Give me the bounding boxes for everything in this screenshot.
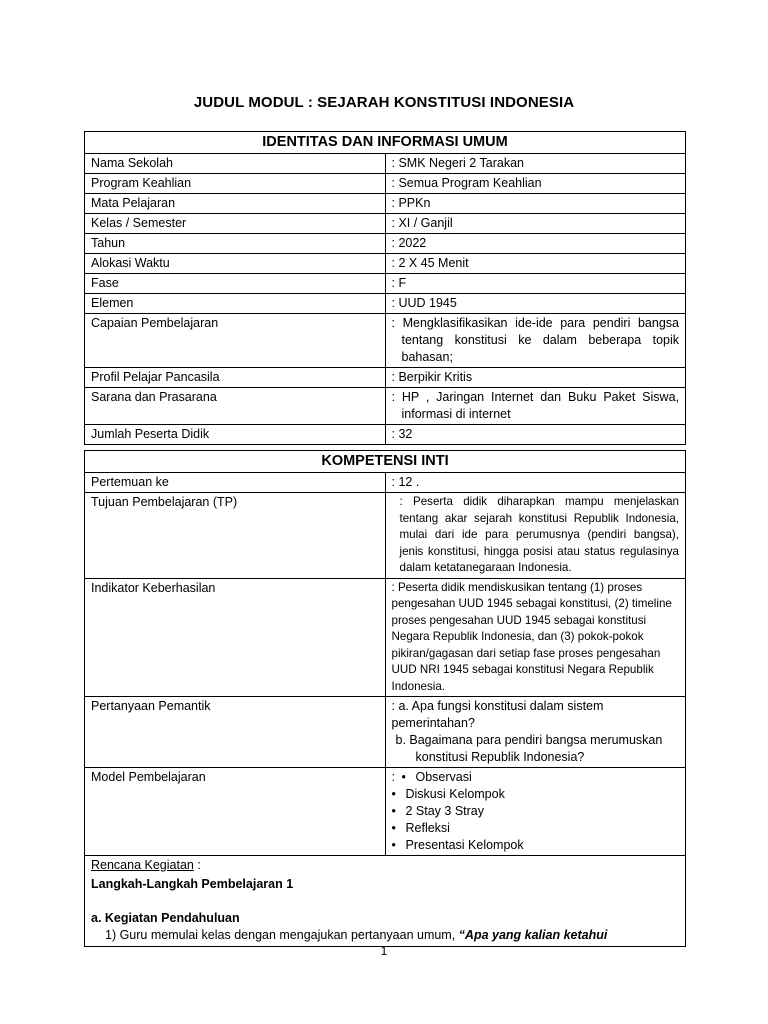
- table-row: [85, 473, 686, 493]
- model-prefix: :: [391, 770, 395, 784]
- model-item-text: 2 Stay 3 Stray: [405, 804, 485, 818]
- pertemuan-label: Pertemuan ke: [85, 473, 386, 493]
- identitas-value-text: : 32: [391, 427, 413, 441]
- identitas-value-text: : HP , Jaringan Internet dan Buku Paket Siswa, informasi di internet: [391, 390, 679, 421]
- pertanyaan-b-text: b. Bagaimana para pendiri bangsa merumuskan konstitusi Republik Indonesia?: [395, 733, 663, 764]
- identitas-label: Capaian Pembelajaran: [85, 314, 386, 368]
- list-item: [392, 769, 680, 786]
- model-value: [385, 768, 686, 856]
- identitas-value-text: : Semua Program Keahlian: [391, 176, 542, 190]
- model-item-text: Refleksi: [405, 821, 450, 835]
- table-row: [85, 697, 686, 768]
- table-row: [85, 856, 686, 947]
- step-1-quote: “Apa yang kalian ketahui: [458, 928, 608, 942]
- identitas-label: Alokasi Waktu: [85, 254, 386, 274]
- table-row: [85, 493, 686, 579]
- table-row: [85, 368, 686, 388]
- identitas-value: [385, 368, 686, 388]
- table-row: [85, 274, 686, 294]
- tujuan-value: : Peserta didik diharapkan mampu menjelaskan tentang akar sejarah konstitusi Republik Indonesia, mulai dari ide para perumusnya (pendiri bangsa), jenis konstitusi, hingga posisi atau status regulasinya dalam ketatanegaraan Indonesia.: [385, 493, 686, 579]
- bullet-icon: •: [391, 787, 396, 801]
- pertanyaan-a: : a. Apa fungsi konstitusi dalam sistem pemerintahan?: [391, 699, 604, 730]
- identitas-value: [385, 254, 686, 274]
- pertanyaan-label: Pertanyaan Pemantik: [85, 697, 386, 768]
- identitas-label: Program Keahlian: [85, 174, 386, 194]
- bullet-icon: •: [391, 821, 396, 835]
- identitas-value-text: : F: [391, 276, 407, 290]
- identitas-value: [385, 294, 686, 314]
- identitas-label: Nama Sekolah: [85, 154, 386, 174]
- bullet-icon: •: [401, 770, 406, 784]
- identitas-header: IDENTITAS DAN INFORMASI UMUM: [85, 132, 686, 154]
- tujuan-label: Tujuan Pembelajaran (TP): [85, 493, 386, 579]
- table-row: [85, 578, 686, 697]
- table-row: [85, 314, 686, 368]
- kompetensi-header: KOMPETENSI INTI: [85, 451, 686, 473]
- identitas-value-text: : XI / Ganjil: [391, 216, 453, 230]
- identitas-value-text: : Berpikir Kritis: [391, 370, 473, 384]
- list-item: [392, 786, 680, 803]
- identitas-value: [385, 154, 686, 174]
- table-row: [85, 768, 686, 856]
- list-item: [392, 837, 680, 854]
- identitas-label: Sarana dan Prasarana: [85, 388, 386, 425]
- identitas-value: [385, 388, 686, 425]
- identitas-label: Profil Pelajar Pancasila: [85, 368, 386, 388]
- rencana-label: Rencana Kegiatan: [91, 858, 194, 872]
- list-item: [392, 803, 680, 820]
- page-number: 1: [380, 944, 388, 958]
- identitas-label: Kelas / Semester: [85, 214, 386, 234]
- model-label: Model Pembelajaran: [85, 768, 386, 856]
- table-row: [85, 154, 686, 174]
- model-item-text: Presentasi Kelompok: [405, 838, 524, 852]
- identitas-value: [385, 214, 686, 234]
- identitas-label: Elemen: [85, 294, 386, 314]
- table-row: [85, 388, 686, 425]
- langkah-title: Langkah-Langkah Pembelajaran 1: [91, 877, 294, 891]
- identitas-value: [385, 274, 686, 294]
- model-item-text: Observasi: [415, 770, 472, 784]
- identitas-value-text: : 2 X 45 Menit: [391, 256, 469, 270]
- rencana-cell: [85, 856, 686, 947]
- indikator-value: : Peserta didik mendiskusikan tentang (1) proses pengesahan UUD 1945 sebagai konstitusi, (2) timeline proses pengesahan UUD 1945 sebagai konstitusi Negara Republik Indonesia, dan (3) pokok-pokok pikiran/gagasan dari setiap fase proses pengesahan UUD NRI 1945 sebagai konstitusi Negara Republik Indonesia.: [385, 578, 686, 697]
- table-row: [85, 294, 686, 314]
- list-item: [392, 820, 680, 837]
- table-row: [85, 254, 686, 274]
- table-row: [85, 194, 686, 214]
- rencana-colon: :: [193, 858, 201, 872]
- identitas-value-text: : UUD 1945: [391, 296, 457, 310]
- identitas-label: Tahun: [85, 234, 386, 254]
- identitas-value: [385, 425, 686, 445]
- indikator-label: Indikator Keberhasilan: [85, 578, 386, 697]
- step-1-text: 1) Guru memulai kelas dengan mengajukan pertanyaan umum,: [105, 928, 459, 942]
- identitas-value-text: : 2022: [391, 236, 427, 250]
- pertemuan-value: : 12 .: [385, 473, 686, 493]
- identitas-label: Fase: [85, 274, 386, 294]
- table-row: [85, 214, 686, 234]
- identitas-value-text: : SMK Negeri 2 Tarakan: [391, 156, 524, 170]
- pertanyaan-b: [392, 732, 680, 766]
- bullet-icon: •: [391, 838, 396, 852]
- identitas-value: [385, 314, 686, 368]
- pertanyaan-value: [385, 697, 686, 768]
- table-row: [85, 425, 686, 445]
- model-item-text: Diskusi Kelompok: [405, 787, 505, 801]
- model-list: [392, 769, 680, 854]
- bullet-icon: •: [391, 804, 396, 818]
- step-1: [91, 927, 679, 944]
- identitas-value-text: : PPKn: [391, 196, 431, 210]
- identitas-value-text: : Mengklasifikasikan ide-ide para pendiri bangsa tentang konstitusi ke dalam beberapa topik bahasan;: [391, 316, 679, 364]
- table-row: [85, 234, 686, 254]
- kegiatan-title: a. Kegiatan Pendahuluan: [91, 911, 240, 925]
- kompetensi-table: [84, 450, 686, 947]
- identitas-value: [385, 234, 686, 254]
- identitas-label: Jumlah Peserta Didik: [85, 425, 386, 445]
- identitas-value: [385, 194, 686, 214]
- table-row: [85, 174, 686, 194]
- page-title: JUDUL MODUL : SEJARAH KONSTITUSI INDONESIA: [193, 94, 575, 111]
- identitas-value: [385, 174, 686, 194]
- identitas-label: Mata Pelajaran: [85, 194, 386, 214]
- identitas-table: [84, 131, 686, 445]
